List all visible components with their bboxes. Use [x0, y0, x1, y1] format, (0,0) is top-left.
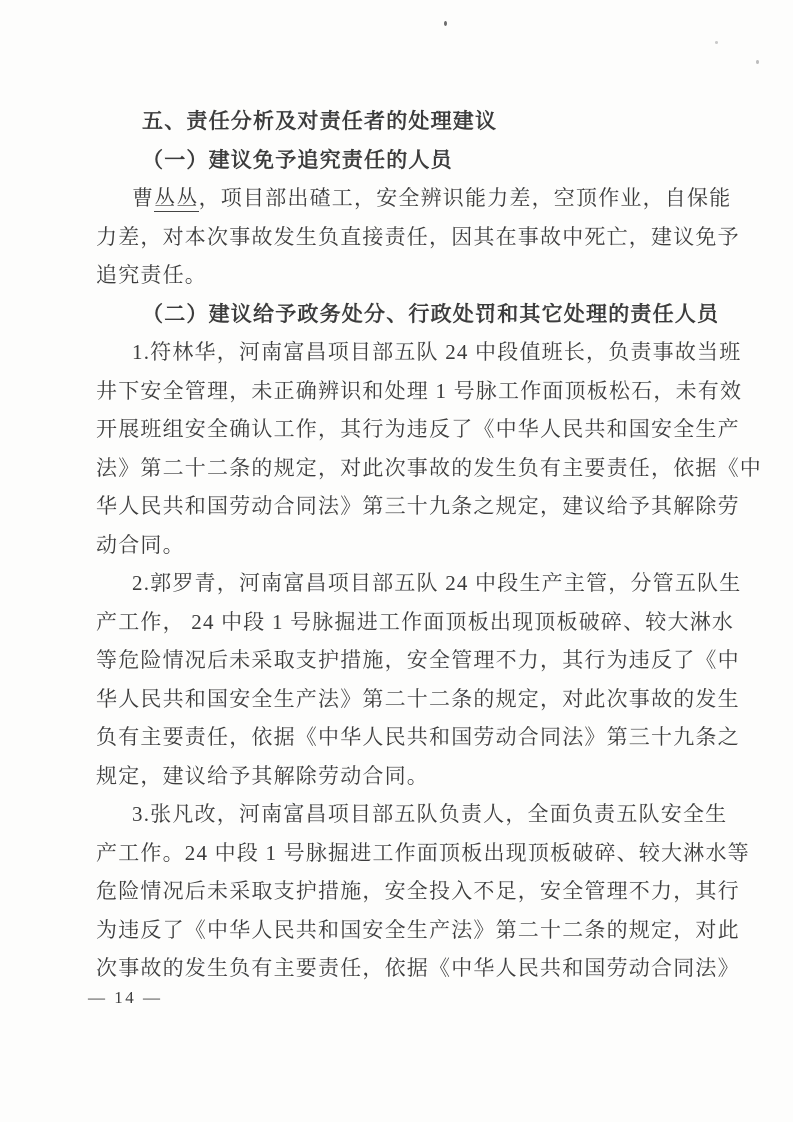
subsection-heading-2: （二）建议给予政务处分、行政处罚和其它处理的责任人员	[142, 301, 720, 326]
paragraph-2-line-3: 开展班组安全确认工作，其行为违反了《中华人民共和国安全生产	[96, 417, 740, 441]
scan-artifact-speck	[756, 60, 759, 64]
paragraph-2-line-6: 动合同。	[96, 532, 185, 557]
paragraph-3-line-2: 产工作， 24 中段 1 号脉掘进工作面顶板出现顶板破碎、较大淋水	[96, 609, 735, 634]
paragraph-1-line-3: 追究责任。	[96, 263, 207, 287]
paragraph-4-line-5: 次事故的发生负有主要责任，依据《中华人民共和国劳动合同法》	[96, 956, 740, 980]
section-heading: 五、责任分析及对责任者的处理建议	[142, 109, 498, 133]
page-number: — 14 —	[88, 988, 163, 1007]
paragraph-4-line-4: 为违反了《中华人民共和国安全生产法》第二十二条的规定，对此	[96, 917, 740, 942]
scan-artifact-speck	[444, 21, 447, 26]
person-name-underlined: 丛丛	[154, 186, 199, 210]
paragraph-text: ，项目部出碴工，安全辨识能力差，空顶作业，自保能	[198, 186, 732, 210]
paragraph-3-line-3: 等危险情况后未采取支护措施，安全管理不力，其行为违反了《中	[96, 648, 740, 672]
paragraph-2-line-5: 华人民共和国劳动合同法》第三十九条之规定，建议给予其解除劳	[96, 494, 740, 518]
scan-artifact-speck	[715, 41, 718, 44]
paragraph-3-line-5: 负有主要责任，依据《中华人民共和国劳动合同法》第三十九条之	[96, 725, 740, 749]
paragraph-3-line-1: 2.郭罗青，河南富昌项目部五队 24 中段生产主管，分管五队生	[132, 571, 742, 595]
paragraph-3-line-4: 华人民共和国安全生产法》第二十二条的规定，对此次事故的发生	[96, 686, 740, 711]
paragraph-2-line-2: 井下安全管理，未正确辨识和处理 1 号脉工作面顶板松石，未有效	[96, 378, 743, 403]
paragraph-4-line-1: 3.张凡改，河南富昌项目部五队负责人，全面负责五队安全生	[132, 802, 728, 826]
paragraph-2-line-4: 法》第二十二条的规定，对此次事故的发生负有主要责任，依据《中	[96, 455, 762, 480]
paragraph-4-line-2: 产工作。24 中段 1 号脉掘进工作面顶板出现顶板破碎、较大淋水等	[96, 840, 750, 865]
subsection-heading-1: （一）建议免予追究责任的人员	[142, 147, 453, 172]
paragraph-2-line-1: 1.符林华，河南富昌项目部五队 24 中段值班长，负责事故当班	[132, 340, 742, 364]
paragraph-1-line-2: 力差，对本次事故发生负直接责任，因其在事故中死亡，建议免予	[96, 224, 740, 249]
paragraph-3-line-6: 规定，建议给予其解除劳动合同。	[96, 763, 429, 788]
paragraph-1-line-1	[96, 179, 732, 218]
paragraph-4-line-3: 危险情况后未采取支护措施，安全投入不足，安全管理不力，其行	[96, 879, 740, 903]
person-name-prefix: 曹	[132, 186, 155, 210]
document-body	[96, 102, 762, 988]
